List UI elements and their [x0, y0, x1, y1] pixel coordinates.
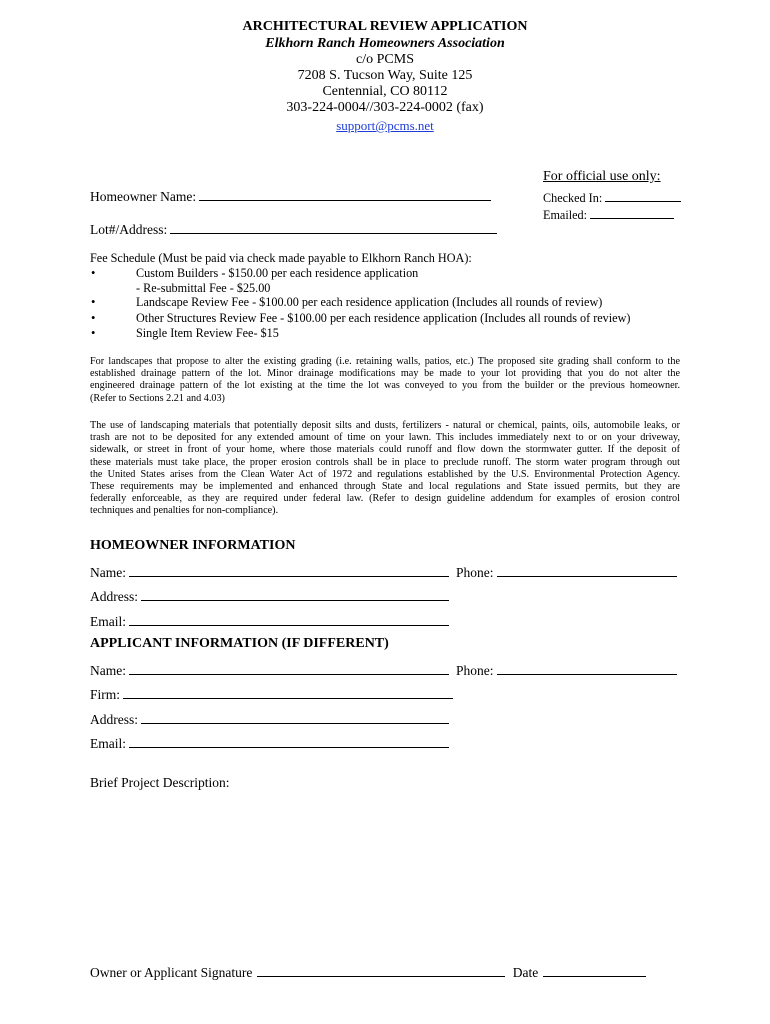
stormwater-paragraph: [90, 420, 680, 518]
address-label: Address:: [90, 589, 138, 604]
applicant-phone-row: [456, 661, 677, 679]
fee-item: - Re-submittal Fee - $25.00: [136, 281, 271, 295]
paragraph-line: For landscapes that propose to alter the existing grading (i.e. retaining walls, patios, etc.) The proposed site grading shall conform to the: [90, 356, 680, 367]
paragraph-line: techniques and penalties for non-compliance).: [90, 505, 279, 517]
bullet: •: [91, 266, 96, 280]
paragraph-line: sidewalk, or street in front of your home, where those materials could runoff and flow down the stormwater gutter. If the deposit of: [90, 444, 680, 456]
homeowner-name-field: [90, 187, 491, 205]
homeowner-name-label: Homeowner Name:: [90, 189, 197, 204]
emailed-field: [543, 205, 674, 223]
emailed-label: Emailed:: [543, 208, 587, 222]
homeowner-name-input[interactable]: [129, 563, 449, 577]
homeowner-email-row: [90, 612, 449, 630]
applicant-address-input[interactable]: [141, 710, 449, 724]
homeowner-name-row: [90, 563, 449, 581]
checked-in-label: Checked In:: [543, 191, 603, 205]
name-label: Name:: [90, 663, 126, 678]
homeowner-address-row: [90, 587, 449, 605]
paragraph-line: engineered drainage pattern of the lot existing at the time the lot was conveyed to you from the builder or the previous homeowner.: [90, 380, 680, 392]
phone-numbers: 303-224-0004//303-224-0002 (fax): [286, 100, 484, 115]
fee-schedule-heading: Fee Schedule (Must be paid via check made payable to Elkhorn Ranch HOA):: [90, 251, 472, 265]
paragraph-line: established drainage pattern of the lot. Minor drainage modifications may be made to your lot providing that you do not alter the: [90, 368, 680, 380]
homeowner-info-heading: HOMEOWNER INFORMATION: [90, 538, 296, 553]
fee-item: Single Item Review Fee- $15: [136, 326, 279, 340]
applicant-info-heading: APPLICANT INFORMATION (IF DIFFERENT): [90, 636, 389, 651]
applicant-firm-input[interactable]: [123, 685, 453, 699]
paragraph-line: The use of landscaping materials that potentially deposit silts and dusts, fertilizers - natural or chemical, paints, oils, automobile leaks, or: [90, 420, 680, 431]
signature-line[interactable]: [257, 963, 505, 977]
applicant-email-input[interactable]: [129, 734, 449, 748]
homeowner-email-input[interactable]: [129, 612, 449, 626]
grading-paragraph: [90, 356, 680, 405]
fee-item: Other Structures Review Fee - $100.00 per each residence application (Includes all rounds of review): [136, 311, 631, 325]
form-title: ARCHITECTURAL REVIEW APPLICATION: [242, 19, 528, 34]
bullet: •: [91, 326, 96, 340]
support-email-link[interactable]: support@pcms.net: [336, 118, 434, 133]
phone-label: Phone:: [456, 565, 494, 580]
paragraph-line: These requirements may be implemented and enhanced through State and local regulations and State issued permits, but they are: [90, 481, 680, 493]
applicant-phone-input[interactable]: [497, 661, 677, 675]
city-state-zip: Centennial, CO 80112: [322, 84, 448, 99]
applicant-address-row: [90, 710, 449, 728]
project-description-area[interactable]: [90, 795, 680, 945]
name-label: Name:: [90, 565, 126, 580]
email-label: Email:: [90, 614, 126, 629]
paragraph-line: the United States arises from the Clean Water Act of 1972 and regulations established by the U.S. Environmental Protection Agency.: [90, 468, 680, 480]
project-description-label: Brief Project Description:: [90, 775, 230, 790]
lot-address-field: [90, 220, 497, 238]
paragraph-line: trash are not to be deposited for any extended amount of time on your lawn. This includes immediately next to or on your driveway,: [90, 432, 680, 444]
firm-label: Firm:: [90, 687, 121, 702]
signature-label: Owner or Applicant Signature: [90, 965, 253, 980]
address-label: Address:: [90, 712, 138, 727]
emailed-line[interactable]: [590, 205, 674, 219]
official-use-heading: For official use only:: [543, 169, 661, 184]
fee-item: Landscape Review Fee - $100.00 per each residence application (Includes all rounds of review): [136, 295, 603, 309]
homeowner-phone-row: [456, 563, 677, 581]
paragraph-line: (Refer to Sections 2.21 and 4.03): [90, 392, 225, 404]
signature-row: [90, 963, 646, 981]
date-label: Date: [512, 965, 539, 980]
bullet: •: [91, 295, 96, 309]
applicant-name-row: [90, 661, 449, 679]
applicant-name-input[interactable]: [129, 661, 449, 675]
applicant-firm-row: [90, 685, 453, 703]
paragraph-line: these materials must take place, the proper erosion controls shall be in place to preclude runoff. The storm water program through out: [90, 456, 680, 468]
checked-in-line[interactable]: [605, 188, 681, 202]
checked-in-field: [543, 188, 681, 206]
care-of: c/o PCMS: [356, 52, 414, 67]
street-address: 7208 S. Tucson Way, Suite 125: [297, 68, 473, 83]
homeowner-name-line[interactable]: [199, 187, 491, 201]
lot-address-line[interactable]: [170, 220, 497, 234]
phone-label: Phone:: [456, 663, 494, 678]
applicant-email-row: [90, 734, 449, 752]
homeowner-phone-input[interactable]: [497, 563, 677, 577]
lot-address-label: Lot#/Address:: [90, 222, 168, 237]
email-label: Email:: [90, 736, 126, 751]
fee-item: Custom Builders - $150.00 per each residence application: [136, 266, 419, 280]
homeowner-address-input[interactable]: [141, 587, 449, 601]
association-name: Elkhorn Ranch Homeowners Association: [265, 36, 505, 51]
bullet: •: [91, 311, 96, 325]
date-line[interactable]: [543, 963, 646, 977]
paragraph-line: federally enforceable, as they are required under federal law. (Refer to design guideline addendum for examples of erosion control: [90, 493, 680, 505]
